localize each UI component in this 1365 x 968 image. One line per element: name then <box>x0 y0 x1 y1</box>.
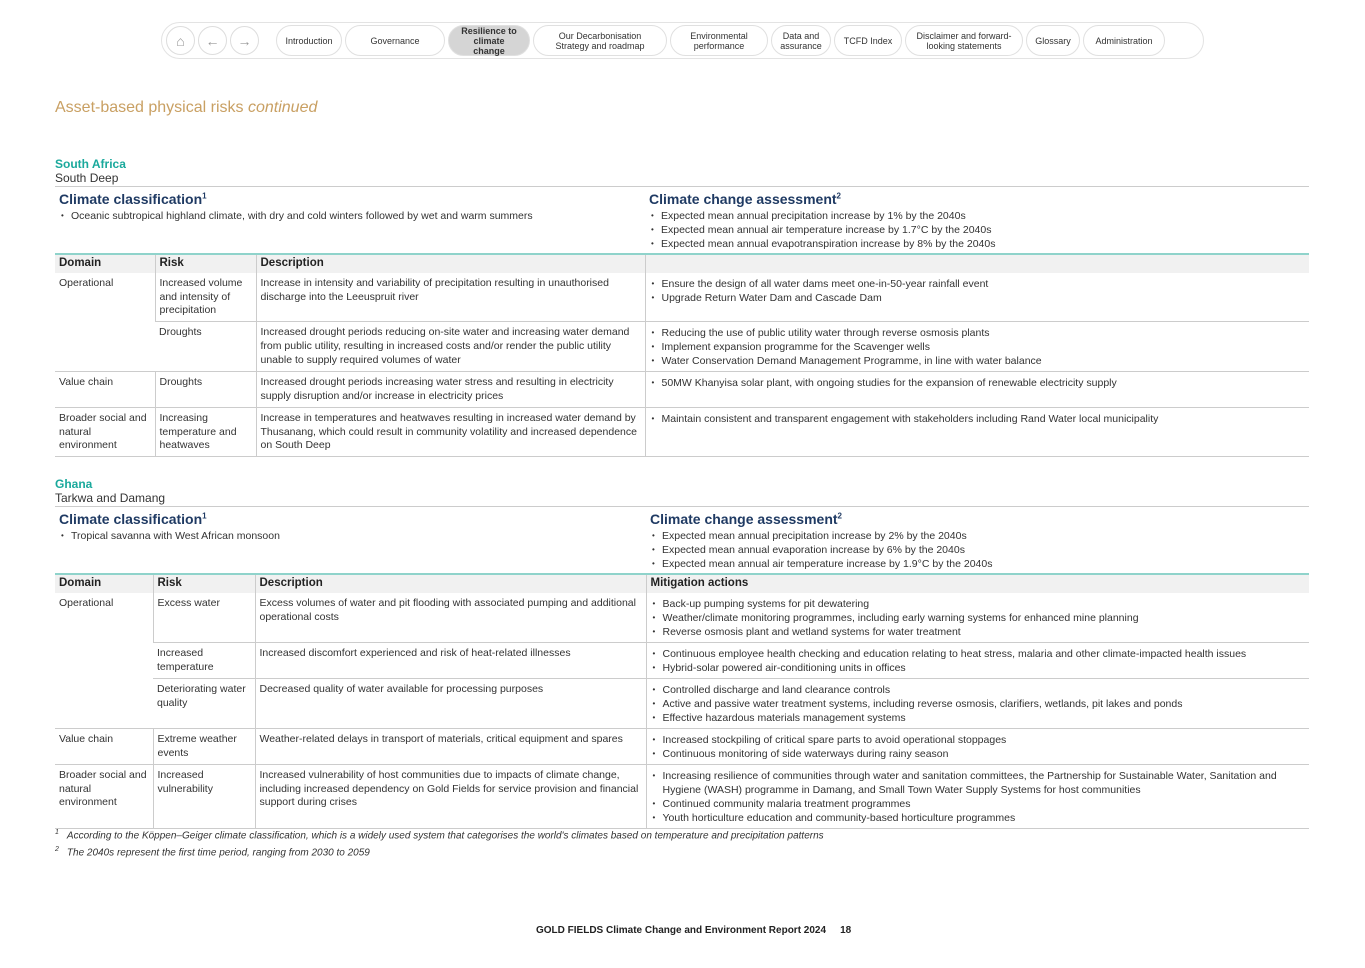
risk-cell: Increased vulnerability <box>153 764 255 828</box>
mitigation-cell <box>646 642 1309 678</box>
mitigation-cell <box>645 273 1309 322</box>
mitigation-list <box>651 683 1306 725</box>
classification-list <box>59 209 641 223</box>
bullet-item: • Increasing resilience of communities through water and sanitation committees, the Partnership for Sustainable Water, Sanitation and Hygiene (WASH) programme in Damang, and Small Town Water Supply Systems for host communities <box>651 769 1306 797</box>
bullet-item: • Youth horticulture education and community-based horticulture programmes <box>651 811 1306 825</box>
nav-tab-1[interactable]: Introduction <box>276 25 342 56</box>
table-row <box>55 322 1309 372</box>
nav-tab-6[interactable]: Data and assurance <box>771 25 831 56</box>
column-header: Risk <box>153 574 255 593</box>
bullet-item: • Expected mean annual air temperature increase by 1.7°C by the 2040s <box>649 223 1305 237</box>
section-ghana <box>55 477 1309 829</box>
bullet-item: • Hybrid-solar powered air-conditioning units in offices <box>651 661 1306 675</box>
mitigation-list <box>651 733 1306 761</box>
bullet-item: • Increased stockpiling of critical spare parts to avoid operational stoppages <box>651 733 1306 747</box>
mitigation-cell <box>645 372 1309 408</box>
nav-tab-8[interactable]: Disclaimer and forward-looking statements <box>905 25 1023 56</box>
description-cell: Weather-related delays in transport of materials, critical equipment and spares <box>255 728 646 764</box>
risk-cell: Extreme weather events <box>153 728 255 764</box>
table-row <box>55 678 1309 728</box>
nav-tab-3[interactable]: Resilience to climate change <box>448 25 530 56</box>
climate-assessment <box>645 187 1309 253</box>
mitigation-list <box>650 326 1306 368</box>
bullet-item: • Expected mean annual evapotranspiration increase by 8% by the 2040s <box>649 237 1305 251</box>
risk-cell: Excess water <box>153 593 255 643</box>
mitigation-list <box>650 412 1306 426</box>
climate-summary <box>55 507 1309 573</box>
bullet-item: • Oceanic subtropical highland climate, with dry and cold winters followed by wet and warm summers <box>59 209 641 223</box>
description-cell: Increased vulnerability of host communities due to impacts of climate change, including increased dependency on Gold Fields for service provision and financial support during crises <box>255 764 646 828</box>
nav-tab-7[interactable]: TCFD Index <box>834 25 902 56</box>
description-cell: Increased drought periods increasing water stress and resulting in electricity supply disruption and/or increase in electricity prices <box>256 372 645 408</box>
section-south-africa <box>55 157 1309 457</box>
bullet-item: • Expected mean annual air temperature increase by 1.9°C by the 2040s <box>650 557 1305 571</box>
domain-cell: Broader social and natural environment <box>55 764 153 828</box>
page-footer <box>536 925 851 936</box>
footnotes <box>55 826 824 861</box>
bullet-item: • Expected mean annual evaporation increase by 6% by the 2040s <box>650 543 1305 557</box>
climate-classification <box>55 507 646 573</box>
description-cell: Increase in intensity and variability of precipitation resulting in unauthorised discharge into the Leeuspruit river <box>256 273 645 322</box>
description-cell: Excess volumes of water and pit flooding with associated pumping and additional operational costs <box>255 593 646 643</box>
footnote-mark: 2 <box>837 511 842 521</box>
nav-tab-10[interactable]: Administration <box>1083 25 1165 56</box>
bullet-item: • Weather/climate monitoring programmes, including early warning systems for enhanced mine planning <box>651 611 1306 625</box>
heading-italic: continued <box>247 99 318 116</box>
footer-title: GOLD FIELDS Climate Change and Environment Report 2024 <box>536 925 827 936</box>
classification-title <box>59 511 642 527</box>
bullet-item: • Continuous employee health checking and education relating to heat stress, malaria and other climate-impacted health issues <box>651 647 1306 661</box>
domain-cell: Value chain <box>55 728 153 764</box>
bullet-item: • Active and passive water treatment systems, including reverse osmosis, clarifiers, wetlands, pit lakes and ponds <box>651 697 1306 711</box>
bullet-item: • 50MW Khanyisa solar plant, with ongoing studies for the expansion of renewable electricity supply <box>650 376 1306 390</box>
risk-cell: Droughts <box>155 322 256 372</box>
back-arrow-icon[interactable]: ← <box>198 26 227 55</box>
nav-tab-4[interactable]: Our Decarbonisation Strategy and roadmap <box>533 25 667 56</box>
nav-tab-9[interactable]: Glossary <box>1026 25 1080 56</box>
bullet-item: • Continued community malaria treatment programmes <box>651 797 1306 811</box>
risk-cell: Deteriorating water quality <box>153 678 255 728</box>
assessment-list <box>649 209 1305 251</box>
mitigation-cell <box>646 678 1309 728</box>
mitigation-list <box>650 277 1306 305</box>
bullet-item: • Ensure the design of all water dams meet one-in-50-year rainfall event <box>650 277 1306 291</box>
risk-cell: Increasing temperature and heatwaves <box>155 407 256 456</box>
heading-text: Asset-based physical risks <box>55 99 248 116</box>
forward-arrow-icon[interactable]: → <box>230 26 259 55</box>
page-heading <box>55 99 317 117</box>
mitigation-cell <box>645 322 1309 372</box>
page-number: 18 <box>840 925 852 936</box>
assessment-title <box>649 191 1305 207</box>
mitigation-cell <box>645 407 1309 456</box>
risk-cell: Droughts <box>155 372 256 408</box>
description-cell: Decreased quality of water available for processing purposes <box>255 678 646 728</box>
top-navigation <box>161 22 1204 59</box>
classification-title-text: Climate classification <box>59 511 203 527</box>
mitigation-cell <box>646 728 1309 764</box>
bullet-item: • Tropical savanna with West African monsoon <box>59 529 642 543</box>
bullet-item: • Implement expansion programme for the Scavenger wells <box>650 340 1306 354</box>
mitigation-list <box>650 376 1306 390</box>
climate-summary <box>55 187 1309 253</box>
country-name: Ghana <box>55 477 93 491</box>
table-row <box>55 728 1309 764</box>
column-header: Risk <box>155 254 256 273</box>
site-name: South Deep <box>55 171 1309 187</box>
bullet-item: • Controlled discharge and land clearance controls <box>651 683 1306 697</box>
mitigation-list <box>651 647 1306 675</box>
bullet-item: • Maintain consistent and transparent engagement with stakeholders including Rand Water local municipality <box>650 412 1306 426</box>
domain-cell: Operational <box>55 273 155 372</box>
climate-classification <box>55 187 645 253</box>
column-header: Description <box>256 254 645 273</box>
table-row <box>55 593 1309 643</box>
bullet-item: • Effective hazardous materials management systems <box>651 711 1306 725</box>
classification-list <box>59 529 642 543</box>
domain-cell: Operational <box>55 593 153 729</box>
climate-assessment <box>646 507 1309 573</box>
mitigation-list <box>651 597 1306 639</box>
footnote-mark: 1 <box>202 191 207 201</box>
nav-tab-5[interactable]: Environmental performance <box>670 25 768 56</box>
assessment-title <box>650 511 1305 527</box>
column-header <box>645 254 1309 273</box>
classification-title <box>59 191 641 207</box>
risk-table <box>55 253 1309 457</box>
bullet-item: • Reducing the use of public utility water through reverse osmosis plants <box>650 326 1306 340</box>
country-name: South Africa <box>55 157 126 171</box>
table-row <box>55 764 1309 828</box>
table-row <box>55 273 1309 322</box>
bullet-item: • Expected mean annual precipitation increase by 1% by the 2040s <box>649 209 1305 223</box>
risk-table <box>55 573 1309 829</box>
site-name: Tarkwa and Damang <box>55 491 1309 507</box>
column-header: Domain <box>55 254 155 273</box>
risk-cell: Increased volume and intensity of precipitation <box>155 273 256 322</box>
table-row <box>55 407 1309 456</box>
footnote-2: $^2$ The 2040s represent the first time period, ranging from 2030 to 2059 <box>55 846 370 859</box>
column-header: Mitigation actions <box>646 574 1309 593</box>
description-cell: Increased discomfort experienced and risk of heat-related illnesses <box>255 642 646 678</box>
classification-title-text: Climate classification <box>59 191 203 207</box>
footnote-1: $^1$ According to the Köppen–Geiger climate classification, which is a widely used system that categorises the world's climates based on temperature and precipitation patterns <box>55 829 824 842</box>
footnote-mark: 2 <box>836 191 841 201</box>
mitigation-list <box>651 769 1306 825</box>
footnote-mark: 1 <box>202 511 207 521</box>
mitigation-cell <box>646 764 1309 828</box>
bullet-item: • Expected mean annual precipitation increase by 2% by the 2040s <box>650 529 1305 543</box>
table-row <box>55 642 1309 678</box>
description-cell: Increase in temperatures and heatwaves resulting in increased water demand by Thusanang, which could result in community volatility and increased dependence on South Deep <box>256 407 645 456</box>
column-header: Description <box>255 574 646 593</box>
home-icon[interactable]: ⌂ <box>166 26 195 55</box>
domain-cell: Broader social and natural environment <box>55 407 155 456</box>
bullet-item: • Continuous monitoring of side waterways during rainy season <box>651 747 1306 761</box>
domain-cell: Value chain <box>55 372 155 408</box>
bullet-item: • Water Conservation Demand Management Programme, in line with water balance <box>650 354 1306 368</box>
assessment-list <box>650 529 1305 571</box>
nav-tab-2[interactable]: Governance <box>345 25 445 56</box>
assessment-title-text: Climate change assessment <box>649 191 837 207</box>
bullet-item: • Reverse osmosis plant and wetland systems for water treatment <box>651 625 1306 639</box>
mitigation-cell <box>646 593 1309 643</box>
assessment-title-text: Climate change assessment <box>650 511 838 527</box>
description-cell: Increased drought periods reducing on-site water and increasing water demand from public utility, resulting in increased costs and/or render the public utility unable to supply required volumes of water <box>256 322 645 372</box>
column-header: Domain <box>55 574 153 593</box>
header-row <box>55 574 1309 593</box>
header-row <box>55 254 1309 273</box>
bullet-item: • Back-up pumping systems for pit dewatering <box>651 597 1306 611</box>
table-row <box>55 372 1309 408</box>
risk-cell: Increased temperature <box>153 642 255 678</box>
bullet-item: • Upgrade Return Water Dam and Cascade Dam <box>650 291 1306 305</box>
